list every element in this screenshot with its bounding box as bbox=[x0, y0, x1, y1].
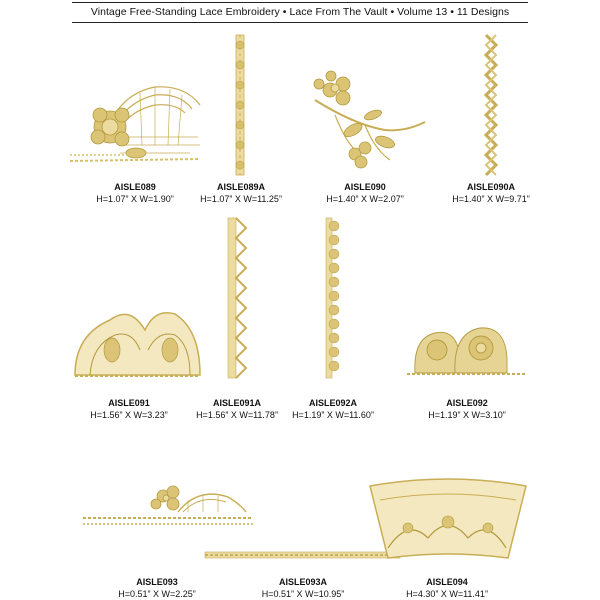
design-dimensions: H=1.40” X W=2.07” bbox=[326, 194, 404, 204]
lace-strip-image bbox=[323, 218, 341, 378]
design-caption bbox=[416, 181, 566, 205]
design-dimensions: H=0.51” X W=2.25” bbox=[118, 589, 196, 599]
design-code: AISLE089 bbox=[114, 182, 156, 192]
header-bottom-rule bbox=[72, 22, 528, 23]
design-dimensions: H=1.56” X W=11.78” bbox=[196, 410, 278, 420]
lace-strip-image bbox=[226, 218, 248, 378]
design-caption bbox=[392, 397, 542, 421]
design-code: AISLE090 bbox=[344, 182, 386, 192]
lace-motif-image bbox=[78, 482, 253, 527]
lace-motif-image bbox=[405, 318, 530, 378]
lace-strip-image bbox=[233, 35, 247, 175]
design-code: AISLE092A bbox=[308, 398, 358, 408]
lace-motif-image bbox=[295, 70, 430, 170]
design-dimensions: H=1.40” X W=9.71” bbox=[452, 194, 530, 204]
design-code: AISLE090A bbox=[466, 182, 516, 192]
lace-strip-image bbox=[480, 35, 502, 175]
design-code: AISLE091 bbox=[108, 398, 150, 408]
design-code: AISLE093A bbox=[278, 577, 328, 587]
design-code: AISLE089A bbox=[216, 182, 266, 192]
design-dimensions: H=1.56” X W=3.23” bbox=[90, 410, 168, 420]
lace-motif-image bbox=[368, 478, 528, 568]
design-code: AISLE092 bbox=[446, 398, 488, 408]
design-code: AISLE094 bbox=[426, 577, 468, 587]
design-dimensions: H=1.19” X W=3.10” bbox=[428, 410, 506, 420]
design-caption bbox=[82, 576, 232, 600]
design-dimensions: H=1.19” X W=11.60” bbox=[292, 410, 374, 420]
lace-motif-image bbox=[70, 300, 205, 380]
design-dimensions: H=0.51” X W=10.95” bbox=[261, 589, 345, 599]
lace-motif-image bbox=[60, 75, 210, 165]
design-dimensions: H=1.07” X W=11.25” bbox=[200, 194, 282, 204]
design-dimensions: H=1.07” X W=1.90” bbox=[96, 194, 174, 204]
header-top-rule bbox=[72, 2, 528, 3]
design-caption bbox=[258, 397, 408, 421]
design-dimensions: H=4.30” X W=11.41” bbox=[406, 589, 488, 599]
design-caption bbox=[228, 576, 378, 600]
design-caption bbox=[372, 576, 522, 600]
design-code: AISLE093 bbox=[136, 577, 178, 587]
page-title: Vintage Free-Standing Lace Embroidery • Lace From The Vault • Volume 13 • 11 Designs bbox=[90, 6, 510, 18]
design-code: AISLE091A bbox=[212, 398, 262, 408]
